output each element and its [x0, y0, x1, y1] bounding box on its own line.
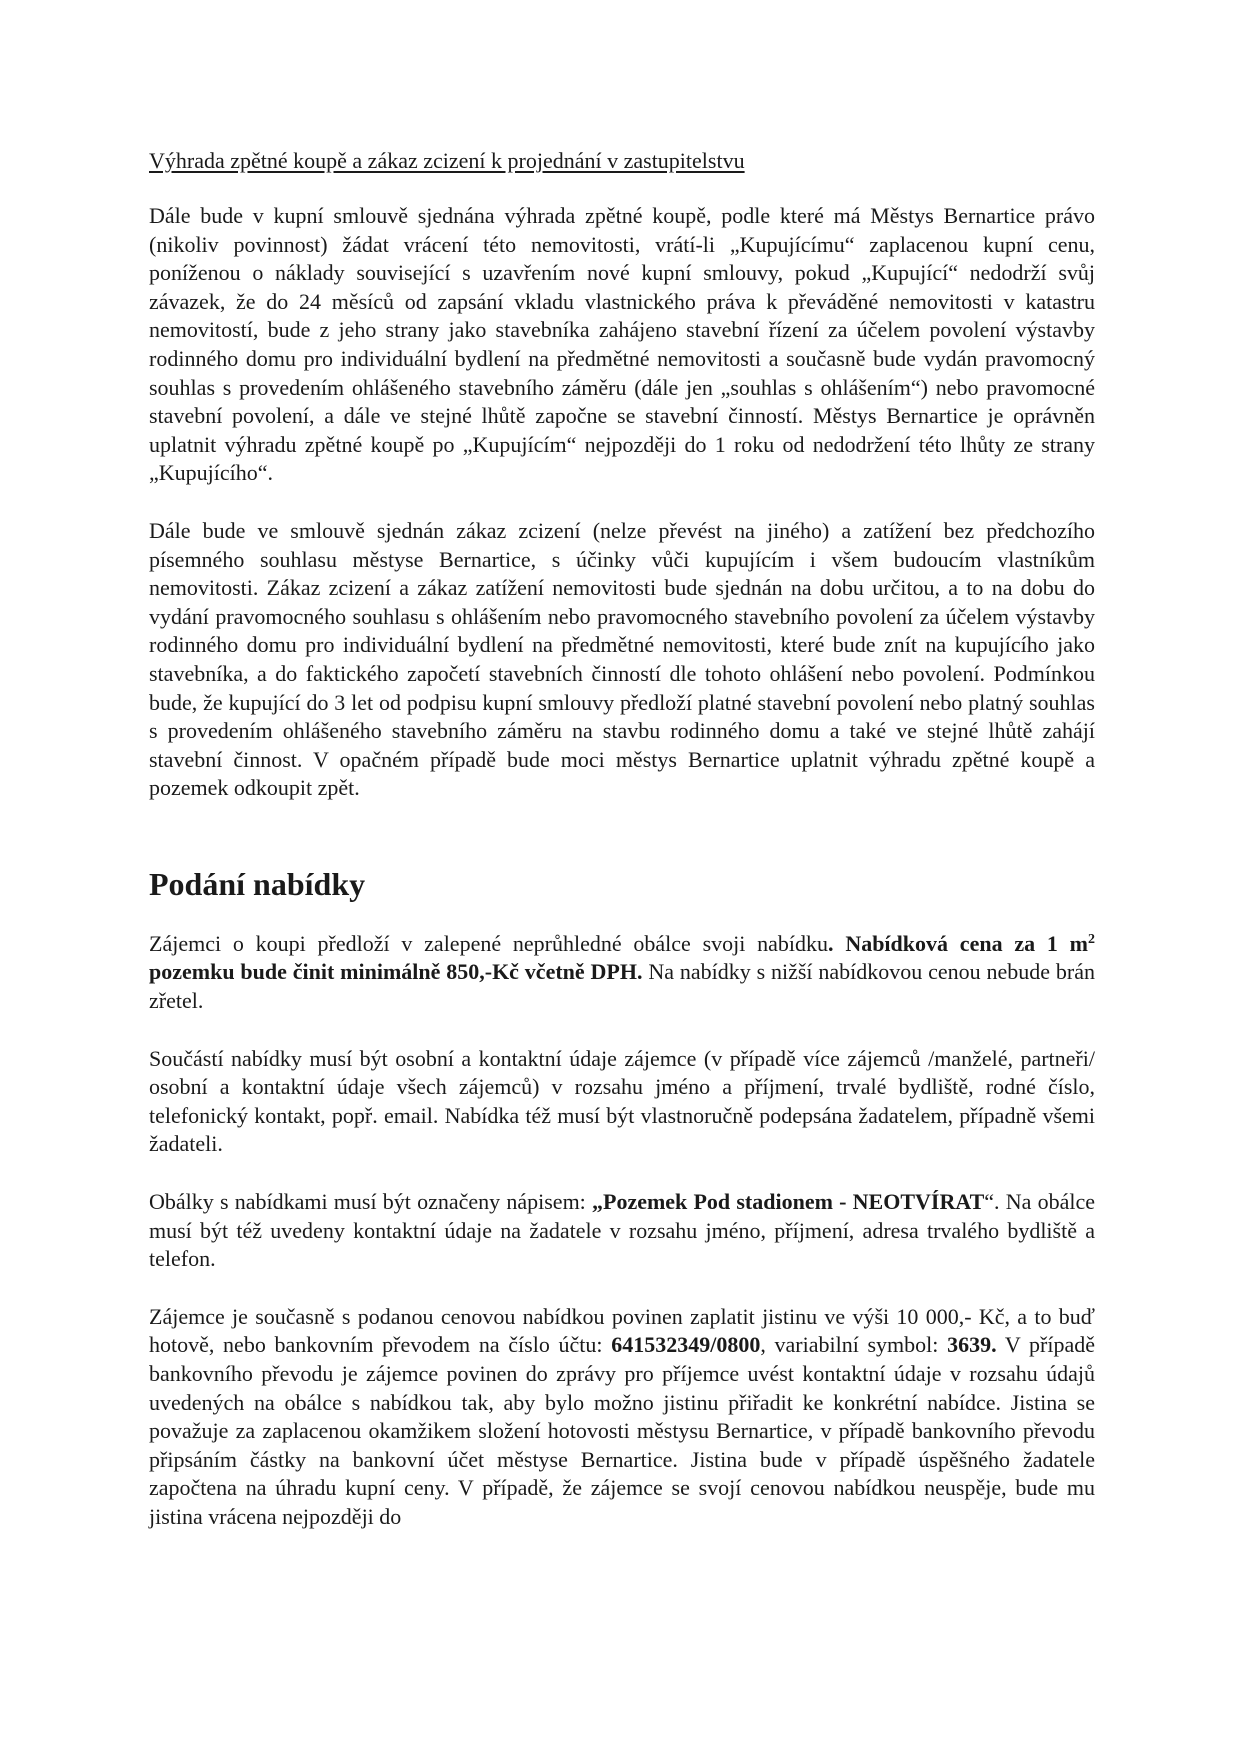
section-title: Výhrada zpětné koupě a zákaz zcizení k projednání v zastupitelstvu: [149, 148, 745, 173]
variable-symbol-value: 3639.: [947, 1332, 997, 1358]
paragraph-envelope-label: [149, 1188, 1095, 1274]
variable-symbol-label: , variabilní symbol:: [760, 1332, 948, 1358]
minimum-price-prefix: . Nabídková cena za 1 m: [828, 930, 1088, 956]
paragraph-alienation-ban: Dále bude ve smlouvě sjednán zákaz zcizení (nelze převést na jiného) a zatížení bez předchozího písemného souhlasu městyse Bernartice, s účinky vůči kupujícím i všem budoucím vlastníkům nemovitosti. Zákaz zcizení a zákaz zatížení nemovitosti bude sjednán na dobu určitou, a to na dobu do vydání pravomocného souhlasu s ohlášením nebo pravomocného stavebního povolení za účelem výstavby rodinného domu pro individuální bydlení na předmětné nemovitosti, které bude znít na kupujícího jako stavebníka, a do faktického započetí stavebních činností dle tohoto ohlášení nebo povolení. Podmínkou bude, že kupující do 3 let od podpisu kupní smlouvy předloží platné stavební povolení nebo platný souhlas s provedením ohlášeného stavebního záměru na stavbu rodinného domu a také ve stejné lhůtě zahájí stavební činnost. V opačném případě bude moci městys Bernartice uplatnit výhradu zpětné koupě a pozemek odkoupit zpět.: [149, 517, 1095, 801]
paragraph-applicant-details: Součástí nabídky musí být osobní a kontaktní údaje zájemce (v případě více zájemců /manželé, partneři/ osobní a kontaktní údaje všech zájemců) v rozsahu jméno a příjmení, trvalé bydliště, rodné číslo, telefonický kontakt, popř. email. Nabídka též musí být vlastnoručně podepsána žadatelem, případně všemi žadateli.: [149, 1045, 1095, 1157]
lower-offers-note: Na nabídky s nižší nabídkovou cenou nebude brán zřetel.: [149, 959, 1096, 1014]
paragraph-deposit: [149, 1303, 1095, 1532]
minimum-price-value: pozemku bude činit minimálně 850,-Kč včetně DPH.: [149, 959, 643, 985]
document-page: [149, 146, 1095, 1532]
envelope-intro-text: Obálky s nabídkami musí být označeny nápisem:: [149, 1189, 592, 1215]
bank-account-number: 641532349/0800: [611, 1332, 761, 1358]
paragraph-offer-price: [149, 930, 1095, 1016]
offer-intro-text: Zájemci o koupi předloží v zalepené neprůhledné obálce svoji nabídku: [149, 930, 829, 956]
paragraph-buyback-clause: Dále bude v kupní smlouvě sjednána výhrada zpětné koupě, podle které má Městys Bernartice právo (nikoliv povinnost) žádat vrácení této nemovitosti, vrátí-li „Kupujícímu“ zaplacenou kupní cenu, poníženou o náklady související s uzavřením nové kupní smlouvy, pokud „Kupující“ nedodrží svůj závazek, že do 24 měsíců od zapsání vkladu vlastnického práva k převáděné nemovitosti v katastru nemovitostí, bude z jeho strany jako stavebníka zahájeno stavební řízení za účelem povolení výstavby rodinného domu pro individuální bydlení na předmětné nemovitosti a současně bude vydán pravomocný souhlas s provedením ohlášeného stavebního záměru (dále jen „souhlas s ohlášením“) nebo pravomocné stavební povolení, a dále ve stejné lhůtě započne se stavební činností. Městys Bernartice je oprávněn uplatnit výhradu zpětné koupě po „Kupujícím“ nejpozději do 1 roku od nedodržení této lhůty ze strany „Kupujícího“.: [149, 203, 1095, 486]
envelope-details-text: “. Na obálce musí být též uvedeny kontaktní údaje na žadatele v rozsahu jméno, příjmení, adresa trvalého bydliště a telefon.: [149, 1189, 1096, 1272]
heading-offer-submission: Podání nabídky: [149, 865, 366, 902]
envelope-label-text: „Pozemek Pod stadionem - NEOTVÍRAT: [592, 1189, 985, 1215]
square-superscript: 2: [1088, 931, 1095, 947]
deposit-terms-text: V případě bankovního převodu je zájemce povinen do zprávy pro příjemce uvést kontaktní údaje v rozsahu údajů uvedených na obálce s nabídkou tak, aby bylo možno jistinu přiřadit ke konkrétní nabídce. Jistina se považuje za zaplacenou okamžikem složení hotovosti městysu Bernartice, v případě bankovního převodu připsáním částky na bankovní účet městyse Bernartice. Jistina bude v případě úspěšného žadatele započtena na úhradu kupní ceny. V případě, že zájemce se svojí cenovou nabídkou neuspěje, bude mu jistina vrácena nejpozději do: [149, 1332, 1096, 1529]
deposit-intro-text: Zájemce je současně s podanou cenovou nabídkou povinen zaplatit jistinu ve výši 10 000,- Kč, a to buď hotově, nebo bankovním převodem na číslo účtu:: [149, 1303, 1095, 1358]
